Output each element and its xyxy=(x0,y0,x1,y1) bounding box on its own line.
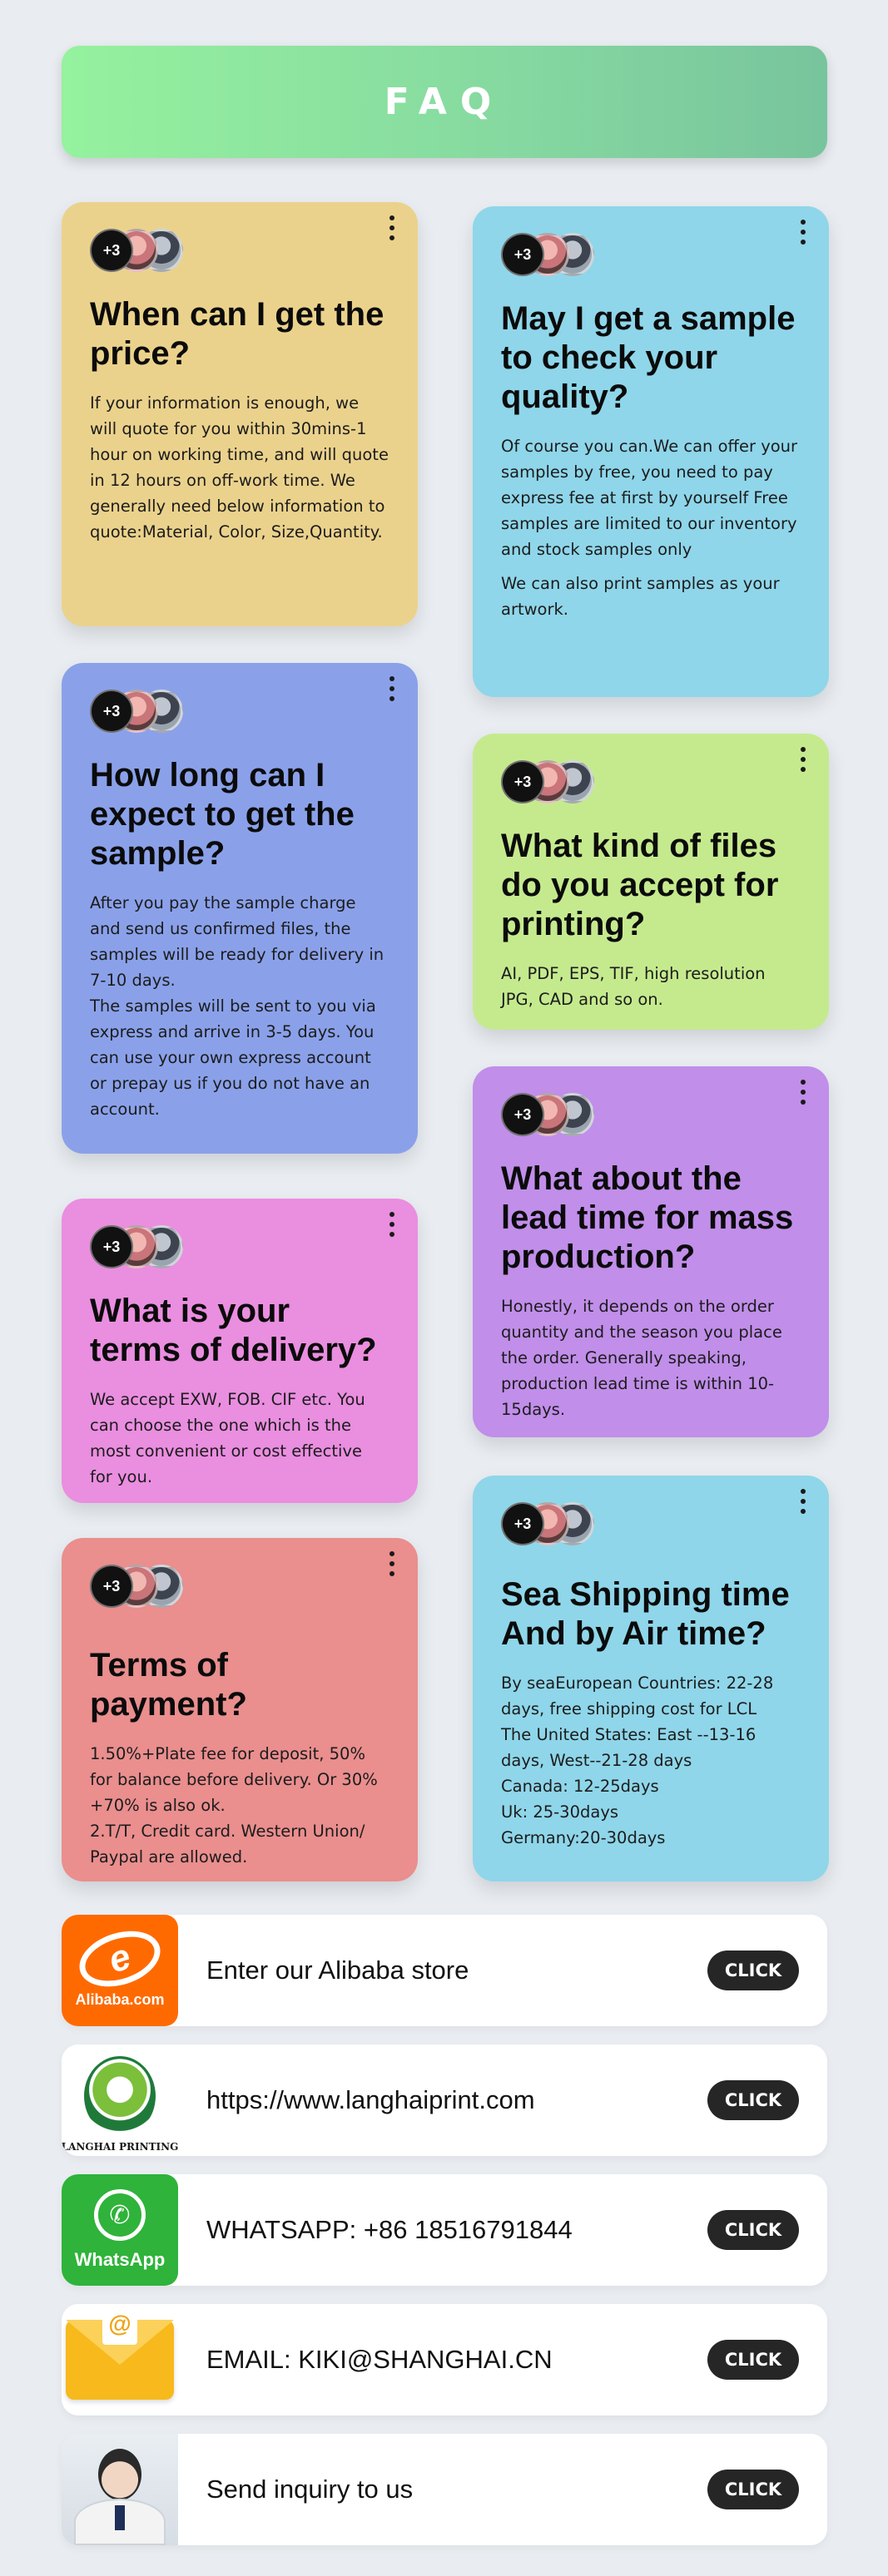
card-body: AI, PDF, EPS, TIF, high resolution JPG, CAD and so on. xyxy=(501,964,766,1009)
click-button[interactable]: CLICK xyxy=(707,2340,799,2380)
card-title: When can I get the price? xyxy=(90,296,384,372)
card-avatars xyxy=(90,227,389,274)
link-text: WHATSAPP: +86 18516791844 xyxy=(206,2215,573,2244)
more-options-icon[interactable] xyxy=(388,1551,396,1576)
more-options-icon[interactable] xyxy=(799,1080,807,1105)
website-row[interactable] xyxy=(62,2044,827,2156)
more-options-icon[interactable] xyxy=(388,676,396,701)
faq-card-sample-quality[interactable] xyxy=(473,206,829,697)
inquiry-row[interactable] xyxy=(62,2434,827,2545)
card-body: 1.50%+Plate fee for deposit, 50% for balance before delivery. Or 30% +70% is also ok. 2.T/T, Credit card. Western Union/ Paypal are allowed. xyxy=(90,1744,378,1866)
card-body: If your information is enough, we will quote for you within 30mins-1 hour on working time, and will quote in 12 hours on off-work time. We generally need below information to quote:Material, Color, Size,Quantity. xyxy=(90,393,389,541)
more-avatars-badge: +3 xyxy=(90,1225,133,1268)
more-avatars-badge: +3 xyxy=(501,1502,544,1545)
customer-service-photo xyxy=(62,2434,178,2545)
alibaba-store-row[interactable] xyxy=(62,1915,827,2026)
faq-card-lead-time[interactable] xyxy=(473,1066,829,1437)
faq-card-file-types[interactable] xyxy=(473,734,829,1030)
faq-title: FAQ xyxy=(384,81,505,123)
whatsapp-logo-icon: ✆ WhatsApp xyxy=(62,2174,178,2286)
whatsapp-row[interactable] xyxy=(62,2174,827,2286)
card-body-extra: We can also print samples as your artwork. xyxy=(501,574,780,619)
click-button[interactable]: CLICK xyxy=(707,2210,799,2250)
card-title: Sea Shipping time And by Air time? xyxy=(501,1576,790,1652)
card-title: What about the lead time for mass production? xyxy=(501,1160,794,1275)
link-text: https://www.langhaiprint.com xyxy=(206,2085,535,2114)
card-avatars xyxy=(501,1091,801,1138)
card-title: How long can I expect to get the sample? xyxy=(90,757,355,872)
more-options-icon[interactable] xyxy=(388,215,396,240)
card-avatars xyxy=(90,1563,389,1609)
faq-card-payment[interactable] xyxy=(62,1538,418,1881)
click-button[interactable]: CLICK xyxy=(707,1951,799,1990)
more-options-icon[interactable] xyxy=(799,747,807,772)
card-avatars xyxy=(90,1224,389,1270)
card-avatars xyxy=(501,759,801,805)
faq-header xyxy=(62,46,827,158)
card-body: Honestly, it depends on the order quantity and the season you place the order. Generally speaking, production lead time is within 10-15days. xyxy=(501,1297,782,1419)
email-icon: @ xyxy=(62,2304,178,2415)
faq-card-delivery-terms[interactable] xyxy=(62,1199,418,1503)
card-body: Of course you can.We can offer your samples by free, you need to pay express fee at first by yourself Free samples are limited to our inventory and stock samples only xyxy=(501,437,798,559)
faq-card-price[interactable] xyxy=(62,202,418,626)
card-title: What is your terms of delivery? xyxy=(90,1293,377,1368)
more-options-icon[interactable] xyxy=(388,1212,396,1237)
click-button[interactable]: CLICK xyxy=(707,2470,799,2509)
more-avatars-badge: +3 xyxy=(90,690,133,733)
card-avatars xyxy=(501,1501,801,1547)
more-avatars-badge: +3 xyxy=(501,760,544,803)
card-title: May I get a sample to check your quality? xyxy=(501,300,796,415)
faq-card-sample-time[interactable] xyxy=(62,663,418,1154)
card-title: What kind of files do you accept for printing? xyxy=(501,828,779,942)
more-options-icon[interactable] xyxy=(799,1489,807,1514)
faq-card-shipping-time[interactable] xyxy=(473,1476,829,1881)
card-body: We accept EXW, FOB. CIF etc. You can choose the one which is the most convenient or cost effective for you. xyxy=(90,1390,365,1486)
more-avatars-badge: +3 xyxy=(90,1565,133,1608)
email-row[interactable] xyxy=(62,2304,827,2415)
link-text: EMAIL: KIKI@SHANGHAI.CN xyxy=(206,2345,553,2374)
more-avatars-badge: +3 xyxy=(501,1093,544,1136)
click-button[interactable]: CLICK xyxy=(707,2080,799,2120)
card-body: After you pay the sample charge and send us confirmed files, the samples will be ready for delivery in 7-10 days. The samples will be sent to you via express and arrive in 3-5 days. You can use your own express account or prepay us if you do not have an account. xyxy=(90,893,384,1119)
card-avatars xyxy=(501,231,801,278)
card-avatars xyxy=(90,688,389,734)
more-avatars-badge: +3 xyxy=(501,233,544,276)
langhai-logo-icon: LANGHAI PRINTING xyxy=(62,2044,178,2156)
card-title: Terms of payment? xyxy=(90,1647,247,1723)
card-body: By seaEuropean Countries: 22-28 days, free shipping cost for LCL The United States: East --13-16 days, West--21-28 days Canada: 12-25days Uk: 25-30days Germany:20-30days xyxy=(501,1674,774,1847)
alibaba-logo-icon: e Alibaba.com xyxy=(62,1915,178,2026)
more-options-icon[interactable] xyxy=(799,220,807,245)
link-text: Enter our Alibaba store xyxy=(206,1955,469,1985)
more-avatars-badge: +3 xyxy=(90,229,133,272)
link-text: Send inquiry to us xyxy=(206,2475,414,2504)
